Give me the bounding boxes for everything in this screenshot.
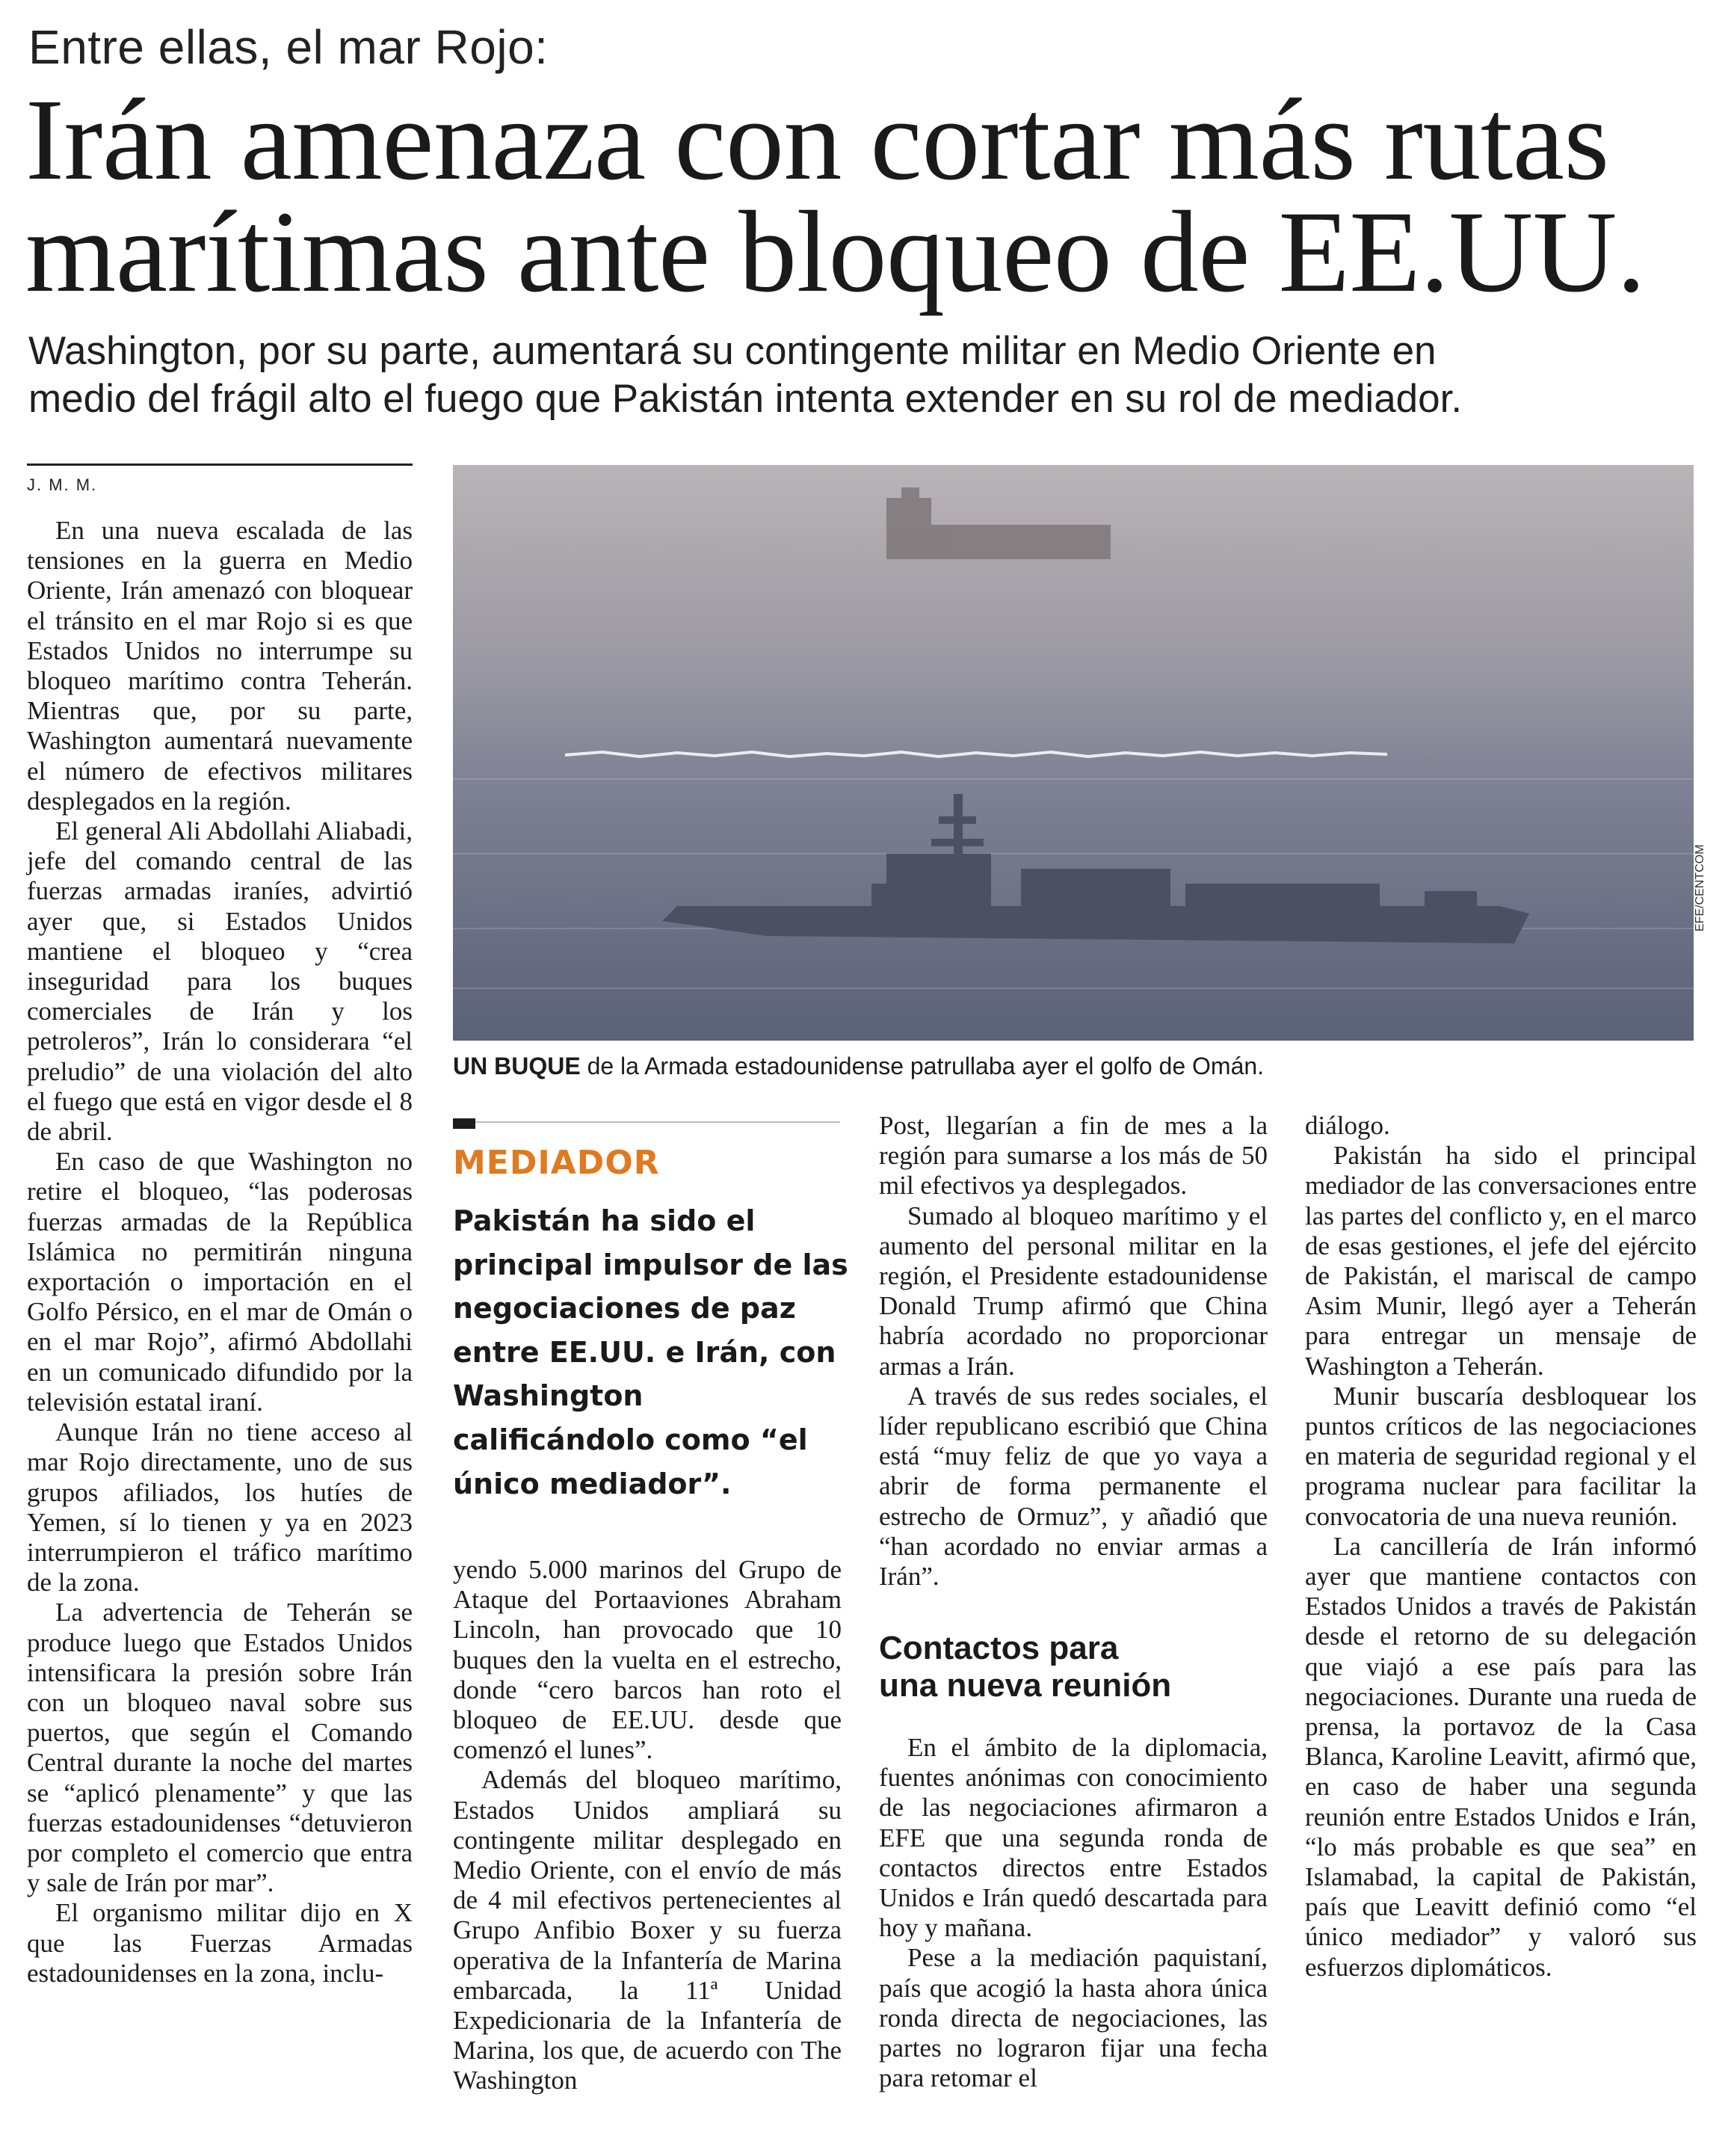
quote-line: Pakistán ha sido el xyxy=(453,1204,756,1237)
column-3-bottom xyxy=(879,1733,1268,2093)
headline-line-1: Irán amenaza con cortar más rutas xyxy=(25,75,1609,204)
paragraph: El general Ali Abdollahi Aliabadi, jefe del comando central de las fuerzas armadas iraníes, advirtió ayer que, si Estados Unidos mantiene el bloqueo y “crea inseguridad para los buques comerciales de Irán y los petroleros”, Irán lo considerara “el preludio” de una violación del alto el fuego que está en vigor desde el 8 de abril. xyxy=(27,816,413,1147)
photo-caption xyxy=(453,1053,1264,1080)
column-3-top xyxy=(879,1111,1268,1592)
paragraph: En caso de que Washington no retire el bloqueo, “las poderosas fuerzas armadas de la República Islámica no permitirán ninguna exportación o importación en el Golfo Pérsico, en el mar de Omán o en el mar Rojo”, afirmó Abdollahi en un comunicado difundido por la televisión estatal iraní. xyxy=(27,1147,413,1417)
sidebar-rule xyxy=(475,1121,840,1123)
column-2 xyxy=(453,1555,842,2096)
warship-image xyxy=(453,465,1694,1041)
paragraph: Sumado al bloqueo marítimo y el aumento del personal militar en la región, el Presidente estadounidense Donald Trump afirmó que China habría acordado no proporcionar armas a Irán. xyxy=(879,1201,1268,1381)
sidebar-label: MEDIADOR xyxy=(453,1144,660,1182)
deck xyxy=(28,327,1718,423)
paragraph: El organismo militar dijo en X que las Fuerzas Armadas estadounidenses en la zona, inclu- xyxy=(27,1898,413,1988)
paragraph: A través de sus redes sociales, el líder republicano escribió que China está “muy feliz de que yo vaya a abrir de forma permanente el estrecho de Ormuz”, y añadió que “han acordado no enviar armas a Irán”. xyxy=(879,1381,1268,1592)
paragraph: Pese a la mediación paquistaní, país que acogió la hasta ahora única ronda directa de negociaciones, las partes no lograron fijar una fecha para retomar el xyxy=(879,1943,1268,2093)
headline-line-2: marítimas ante bloqueo de EE.UU. xyxy=(25,187,1646,316)
quote-line: negociaciones de paz xyxy=(453,1292,796,1325)
paragraph: Munir buscaría desbloquear los puntos críticos de las negociaciones en materia de seguridad regional y el programa nuclear para facilitar la convocatoria de una nueva reunión. xyxy=(1305,1381,1697,1531)
paragraph: diálogo. xyxy=(1305,1111,1390,1140)
paragraph: Post, llegarían a fin de mes a la región para sumarse a los más de 50 mil efectivos ya desplegados. xyxy=(879,1111,1268,1201)
caption-text: de la Armada estadounidense patrullaba ayer el golfo de Omán. xyxy=(580,1053,1265,1079)
paragraph: yendo 5.000 marinos del Grupo de Ataque del Portaaviones Abraham Lincoln, han provocado que 10 buques den la vuelta en el estrecho, donde “cero barcos han roto el bloqueo de EE.UU. desde que comenzó el lunes”. xyxy=(453,1555,842,1765)
paragraph: Además del bloqueo marítimo, Estados Unidos ampliará su contingente militar desplegado en Medio Oriente, con el envío de más de 4 mil efectivos pertenecientes al Grupo Anfibio Boxer y su fuerza operativa de la Infantería de Marina embarcada, la 11ª Unidad Expedicionaria de la Infantería de Marina, los que, de acuerdo con The Washington xyxy=(453,1765,842,2095)
paragraph: La cancillería de Irán informó ayer que mantiene contactos con Estados Unidos a través de Pakistán desde el retorno de su delegación que viajó a ese país para las negociaciones. Durante una rueda de prensa, la portavoz de la Casa Blanca, Karoline Leavitt, afirmó que, en caso de haber una segunda reunión entre Estados Unidos e Irán, “lo más probable es que sea” en Islamabad, la capital de Pakistán, país que Leavitt definió como “el único mediador” y valoró sus esfuerzos diplomáticos. xyxy=(1305,1531,1697,1982)
paragraph: Pakistán ha sido el principal mediador de las conversaciones entre las partes del conflicto y, en el marco de esas gestiones, el jefe del ejército de Pakistán, el mariscal de campo Asim Munir, llegó ayer a Teherán para entregar un mensaje de Washington a Teherán. xyxy=(1305,1141,1697,1381)
subhead-contactos xyxy=(879,1630,1171,1704)
headline xyxy=(25,75,1715,316)
caption-lead: UN BUQUE xyxy=(453,1053,581,1079)
column-1 xyxy=(27,516,413,1989)
quote-line: Washington xyxy=(453,1379,644,1413)
column-4 xyxy=(1305,1111,1697,1983)
subhead-line: Contactos para xyxy=(879,1630,1119,1666)
quote-line: calificándolo como “el xyxy=(453,1423,808,1456)
photo-credit: EFE/CENTCOM xyxy=(1694,844,1706,931)
quote-line: entre EE.UU. e Irán, con xyxy=(453,1335,836,1369)
deck-line-2: medio del frágil alto el fuego que Pakistán intenta extender en su rol de mediador. xyxy=(28,377,1463,421)
deck-line-1: Washington, por su parte, aumentará su contingente militar en Medio Oriente en xyxy=(28,329,1437,373)
paragraph: Aunque Irán no tiene acceso al mar Rojo directamente, uno de sus grupos afiliados, los hutíes de Yemen, sí lo tienen y ya en 2023 interrumpieron el tráfico marítimo de la zona. xyxy=(27,1417,413,1598)
quote-line: principal impulsor de las xyxy=(453,1248,848,1281)
sidebar-pull-quote xyxy=(453,1199,848,1506)
kicker: Entre ellas, el mar Rojo: xyxy=(28,20,549,74)
news-photo xyxy=(453,465,1694,1041)
byline-rule xyxy=(27,463,413,466)
quote-line: único mediador”. xyxy=(453,1467,732,1500)
sidebar-marker xyxy=(453,1118,475,1129)
paragraph: En una nueva escalada de las tensiones en la guerra en Medio Oriente, Irán amenazó con bloquear el tránsito en el mar Rojo si es que Estados Unidos no interrumpe su bloqueo marítimo contra Teherán. Mientras que, por su parte, Washington aumentará nuevamente el número de efectivos militares desplegados en la región. xyxy=(27,516,413,816)
byline: J. M. M. xyxy=(27,475,98,494)
subhead-line: una nueva reunión xyxy=(879,1667,1172,1704)
paragraph: En el ámbito de la diplomacia, fuentes anónimas con conocimiento de las negociaciones afirmaron a EFE que una segunda ronda de contactos directos entre Estados Unidos e Irán quedó descartada para hoy y mañana. xyxy=(879,1733,1268,1943)
paragraph: La advertencia de Teherán se produce luego que Estados Unidos intensificara la presión sobre Irán con un bloqueo naval sobre sus puertos, que según el Comando Central durante la noche del martes se “aplicó plenamente” y que las fuerzas estadounidenses “detuvieron por completo el comercio que entra y sale de Irán por mar”. xyxy=(27,1598,413,1898)
